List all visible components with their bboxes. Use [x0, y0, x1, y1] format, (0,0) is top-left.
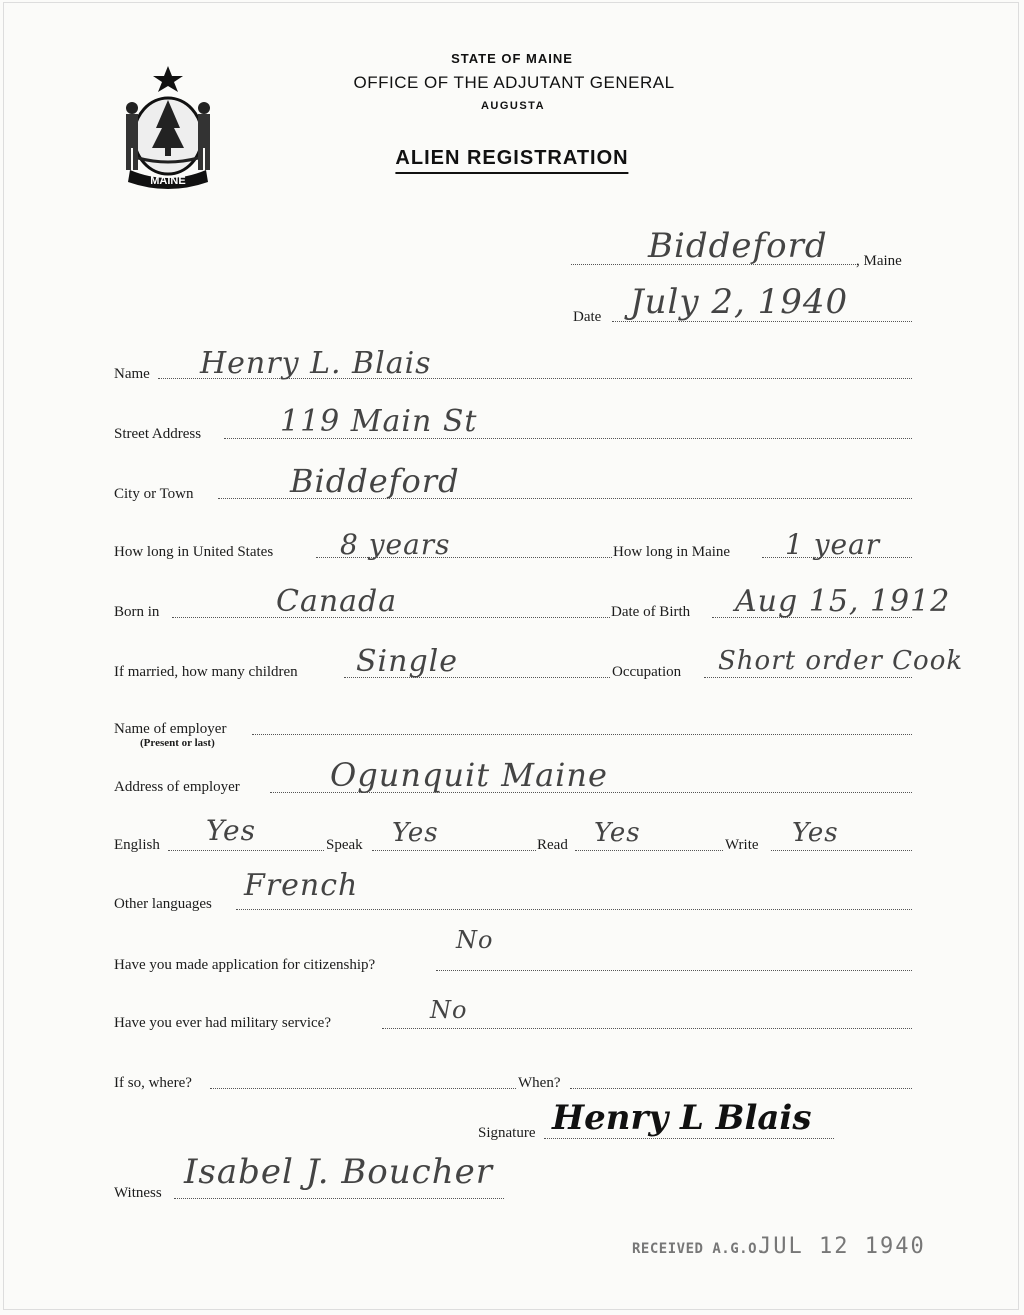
place-value: Biddeford: [648, 226, 828, 266]
other-languages-label: Other languages: [114, 896, 212, 912]
employer-line: [252, 734, 912, 735]
born-in-value: Canada: [276, 584, 398, 619]
state-heading: STATE OF MAINE: [451, 51, 573, 66]
english-line: [168, 850, 324, 851]
speak-label: Speak: [326, 837, 363, 853]
other-languages-line: [236, 909, 912, 910]
place-suffix-label: , Maine: [856, 253, 902, 269]
office-heading: OFFICE OF THE ADJUTANT GENERAL: [353, 73, 675, 92]
english-value: Yes: [206, 814, 256, 847]
employer-label: Name of employer: [114, 721, 227, 737]
write-value: Yes: [792, 818, 839, 848]
signature-value: Henry L Blais: [552, 1098, 812, 1138]
when-label: When?: [518, 1075, 561, 1091]
how-long-maine-value: 1 year: [785, 528, 881, 561]
received-stamp-date: JUL 12 1940: [758, 1234, 926, 1259]
children-value: Single: [356, 644, 459, 679]
name-label: Name: [114, 366, 150, 382]
when-line: [570, 1088, 912, 1089]
witness-line: [174, 1198, 504, 1199]
speak-value: Yes: [392, 818, 439, 848]
military-label: Have you ever had military service?: [114, 1015, 331, 1031]
city-value: Biddeford: [290, 462, 460, 500]
born-in-label: Born in: [114, 604, 160, 620]
where-label: If so, where?: [114, 1075, 192, 1091]
english-label: English: [114, 837, 160, 853]
signature-line: [544, 1138, 834, 1139]
military-line: [382, 1028, 912, 1029]
write-label: Write: [725, 837, 759, 853]
citizenship-value: No: [456, 926, 494, 954]
city-heading: AUGUSTA: [480, 100, 546, 112]
street-label: Street Address: [114, 426, 202, 442]
how-long-us-label: How long in United States: [114, 544, 274, 560]
maine-state-seal-icon: [112, 62, 224, 190]
military-value: No: [430, 996, 468, 1024]
employer-address-label: Address of employer: [114, 779, 240, 795]
employer-address-value: Ogunquit Maine: [330, 756, 608, 794]
signature-label: Signature: [478, 1125, 536, 1141]
where-line: [210, 1088, 516, 1089]
citizenship-label: Have you made application for citizenship?: [114, 957, 376, 973]
street-value: 119 Main St: [280, 404, 478, 439]
received-stamp-label: RECEIVED A.G.O.: [632, 1241, 766, 1257]
how-long-maine-label: How long in Maine: [613, 544, 731, 560]
name-value: Henry L. Blais: [200, 346, 432, 381]
occupation-value: Short order Cook: [718, 646, 964, 676]
dob-label: Date of Birth: [611, 604, 691, 620]
employer-sub-label: (Present or last): [140, 737, 215, 749]
other-languages-value: French: [244, 868, 359, 903]
speak-line: [372, 850, 536, 851]
how-long-us-value: 8 years: [340, 528, 451, 561]
citizenship-line: [436, 970, 912, 971]
seal-banner-text: MAINE: [150, 175, 186, 187]
write-line: [771, 850, 912, 851]
form-title: ALIEN REGISTRATION: [395, 147, 628, 174]
date-label: Date: [573, 309, 602, 325]
read-value: Yes: [594, 818, 641, 848]
witness-value: Isabel J. Boucher: [184, 1152, 493, 1192]
occupation-line: [704, 677, 912, 678]
dob-value: Aug 15, 1912: [735, 584, 951, 619]
occupation-label: Occupation: [612, 664, 682, 680]
read-label: Read: [537, 837, 568, 853]
city-label: City or Town: [114, 486, 194, 502]
read-line: [575, 850, 723, 851]
date-value: July 2, 1940: [630, 282, 849, 322]
married-label: If married, how many children: [114, 664, 298, 680]
witness-label: Witness: [114, 1185, 162, 1201]
